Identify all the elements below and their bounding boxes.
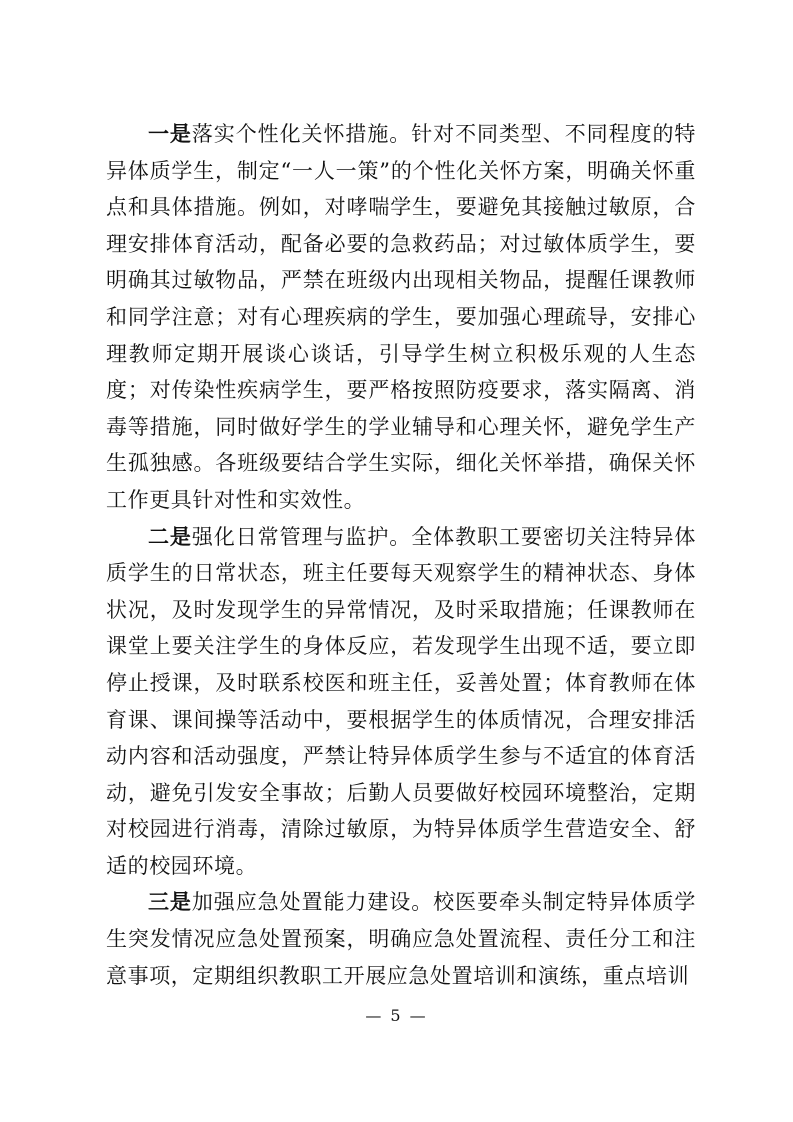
paragraph-1 — [106, 116, 696, 519]
paragraph-3 — [106, 884, 696, 994]
paragraph-2-lead: 二是 — [148, 523, 192, 549]
body-text — [106, 116, 696, 994]
paragraph-3-lead: 三是 — [148, 889, 192, 915]
paragraph-1-lead: 一是 — [148, 121, 192, 146]
page-number: — 5 — — [365, 1006, 428, 1025]
paragraph-1-text: 落实个性化关怀措施。针对不同类型、不同程度的特异体质学生，制定“一人一策”的个性化关怀方案，明确关怀重点和具体措施。例如，对哮喘学生，要避免其接触过敏原，合理安排体育活动，配备必要的急救药品；对过敏体质学生，要明确其过敏物品，严禁在班级内出现相关物品，提醒任课教师和同学注意；对有心理疾病的学生，要加强心理疏导，安排心理教师定期开展谈心谈话，引导学生树立积极乐观的人生态度；对传染性疾病学生，要严格按照防疫要求，落实隔离、消毒等措施，同时做好学生的学业辅导和心理关怀，避免学生产生孤独感。各班级要结合学生实际，细化关怀举措，确保关怀工作更具针对性和实效性。 — [106, 122, 696, 512]
paragraph-2 — [106, 519, 696, 885]
paragraph-3-text: 加强应急处置能力建设。校医要牵头制定特异体质学生突发情况应急处置预案，明确应急处置流程、责任分工和注意事项，定期组织教职工开展应急处置培训和演练，重点培训 — [106, 890, 696, 988]
paragraph-2-text: 强化日常管理与监护。全体教职工要密切关注特异体质学生的日常状态，班主任要每天观察学生的精神状态、身体状况，及时发现学生的异常情况，及时采取措施；任课教师在课堂上要关注学生的身体反应，若发现学生出现不适，要立即停止授课，及时联系校医和班主任，妥善处置；体育教师在体育课、课间操等活动中，要根据学生的体质情况，合理安排活动内容和活动强度，严禁让特异体质学生参与不适宜的体育活动，避免引发安全事故；后勤人员要做好校园环境整治，定期对校园进行消毒，清除过敏原，为特异体质学生营造安全、舒适的校园环境。 — [106, 524, 696, 878]
